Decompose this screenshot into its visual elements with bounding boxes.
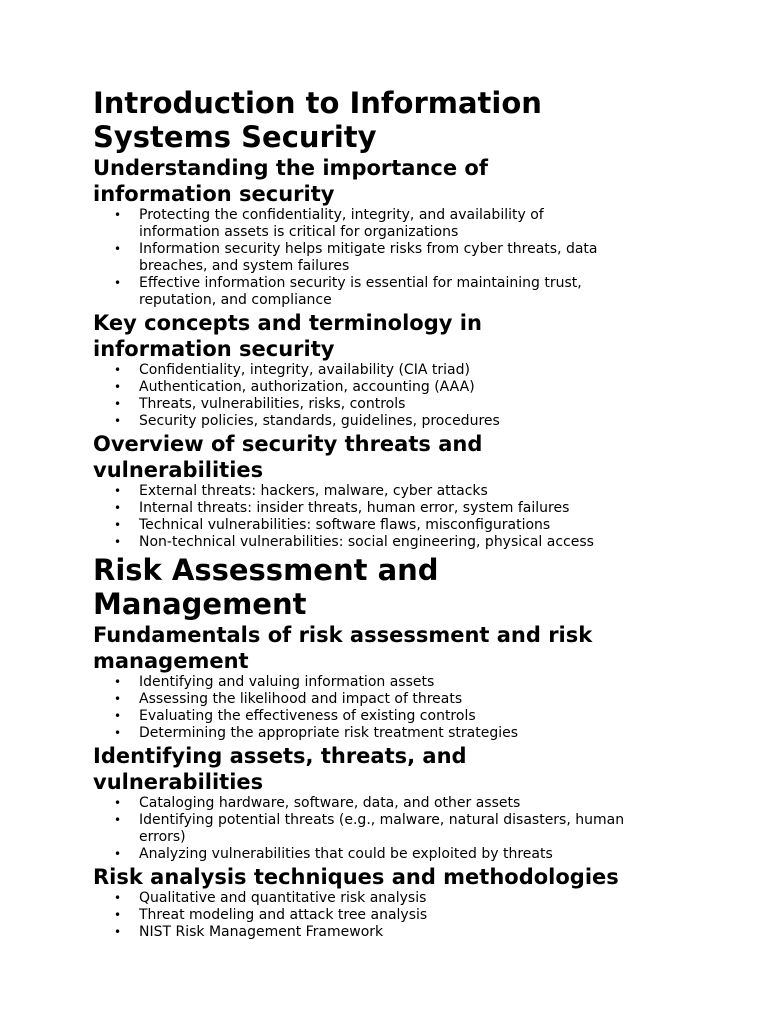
list-item: • Identifying potential threats (e.g., malware, natural disasters, human errors): [139, 812, 629, 846]
list-item: • Non-technical vulnerabilities: social engineering, physical access: [139, 534, 733, 551]
list-item: • External threats: hackers, malware, cyber attacks: [139, 483, 733, 500]
bullet-list: [93, 890, 733, 941]
list-item: • Internal threats: insider threats, human error, system failures: [139, 500, 733, 517]
list-item: • Technical vulnerabilities: software flaws, misconfigurations: [139, 517, 733, 534]
subsection-heading: Risk analysis techniques and methodologies: [93, 865, 619, 889]
section-intro-security: [93, 86, 733, 551]
subsection-threats-overview: [93, 431, 733, 551]
subsection-heading: Fundamentals of risk assessment and risk management: [93, 623, 593, 673]
list-item: • Qualitative and quantitative risk analysis: [139, 890, 733, 907]
subsection-risk-fundamentals: [93, 622, 733, 742]
section-risk-assessment: [93, 553, 733, 941]
subsection-heading: Overview of security threats and vulnerabilities: [93, 432, 483, 482]
list-item: • Threats, vulnerabilities, risks, controls: [139, 396, 733, 413]
list-item: • Effective information security is essential for maintaining trust, reputation, and compliance: [139, 275, 639, 309]
subsection-heading: Identifying assets, threats, and vulnerabilities: [93, 744, 467, 794]
list-item: • Assessing the likelihood and impact of threats: [139, 691, 733, 708]
subsection-key-concepts: [93, 310, 733, 430]
list-item: • Authentication, authorization, accounting (AAA): [139, 379, 733, 396]
list-item: • Analyzing vulnerabilities that could be exploited by threats: [139, 846, 733, 863]
bullet-list: [93, 362, 733, 430]
subsection-identifying-assets: [93, 743, 733, 863]
list-item: • Evaluating the effectiveness of existing controls: [139, 708, 733, 725]
list-item: • Cataloging hardware, software, data, and other assets: [139, 795, 733, 812]
bullet-list: [93, 795, 733, 863]
list-item: • Confidentiality, integrity, availability (CIA triad): [139, 362, 733, 379]
list-item: • Threat modeling and attack tree analysis: [139, 907, 733, 924]
bullet-list: [93, 674, 733, 742]
list-item: • NIST Risk Management Framework: [139, 924, 733, 941]
subsection-heading: Key concepts and terminology in information security: [93, 311, 482, 361]
list-item: • Information security helps mitigate risks from cyber threats, data breaches, and system failures: [139, 241, 659, 275]
section-title: Risk Assessment and Management: [93, 553, 439, 621]
bullet-list: [93, 483, 733, 551]
list-item: • Determining the appropriate risk treatment strategies: [139, 725, 733, 742]
subsection-importance: [93, 155, 733, 309]
document-page: [93, 86, 733, 941]
list-item: • Security policies, standards, guidelines, procedures: [139, 413, 733, 430]
section-title: Introduction to Information Systems Security: [93, 86, 542, 154]
subsection-risk-analysis: [93, 864, 733, 941]
list-item: • Protecting the confidentiality, integrity, and availability of information assets is critical for organizations: [139, 207, 609, 241]
bullet-list: [93, 207, 733, 309]
list-item: • Identifying and valuing information assets: [139, 674, 733, 691]
subsection-heading: Understanding the importance of information security: [93, 156, 488, 206]
